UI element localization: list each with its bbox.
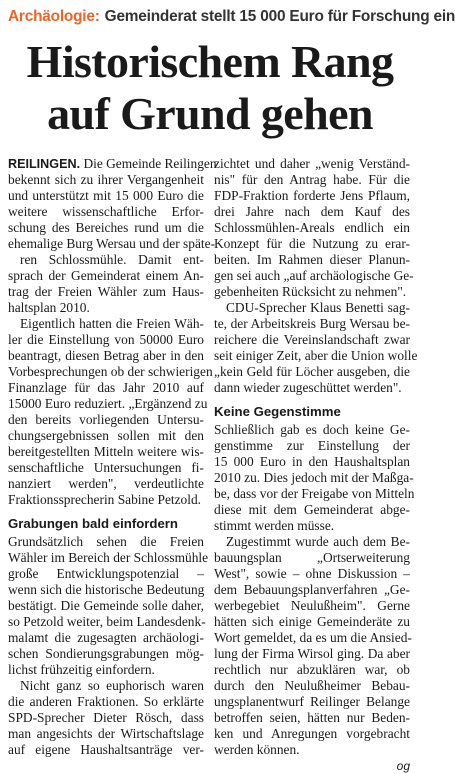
article-column-left (8, 156, 217, 758)
article-line: be, dass vor der Freigabe von Mitteln (214, 486, 415, 501)
article-line: dann wieder zugeschüttet werden". (214, 380, 402, 395)
article-line: West", sowie – ohne Diskussion – (214, 566, 410, 581)
article-line: auf eigene Haushaltsanträge ver- (8, 742, 204, 757)
article-line: chungsergebnissen sollen mit den (8, 428, 204, 443)
article-line: 15 000 Euro in den Haushaltsplan (214, 454, 410, 469)
article-line: ren Schlossmühle. Damit ent- (20, 252, 204, 267)
article-line: lung der Firma Wirsol ging. Da aber (214, 646, 410, 661)
article-line: Konzept für die Nutzung zu erar- (214, 236, 410, 251)
article-line: Schlossmühlen-Areals endlich ein (214, 220, 410, 235)
article-line: nis" für den Antrag habe. Für die (214, 172, 410, 187)
article-line: weitere wissenschaftliche Erfor- (8, 204, 204, 219)
article-line: werden können. (214, 742, 300, 757)
article-line: sprach der Gemeinderat einem An- (8, 268, 204, 283)
article-line: bekennt sich zu ihrer Vergangenheit (8, 172, 204, 187)
article-line: stimmt werden müsse. (214, 518, 335, 533)
article-line: FDP-Fraktion forderte Jens Pflaum, (214, 188, 410, 203)
author-initials: og (396, 759, 410, 773)
article-line: Finanzlage für das Jahr 2010 auf (8, 380, 204, 395)
article-line: lichst frühzeitig einfordern. (8, 662, 155, 677)
article-line: schen Sondierungsgrabungen mög- (8, 646, 204, 661)
article-line: betroffen seien, hätten nur Beden- (214, 710, 410, 725)
headline-line-1: Historischem Rang (26, 36, 394, 87)
article-line: so Petzold weiter, beim Landesdenk- (8, 614, 206, 629)
article-line: bauungsplan „Ortserweiterung (214, 550, 410, 565)
headline (8, 36, 412, 140)
article-line: 15000 Euro reduziert. „Ergänzend zu (8, 396, 208, 411)
article-column-right (214, 156, 418, 774)
article-line: Grundsätzlich sehen die Freien (8, 534, 204, 549)
dateline-place: REILINGEN. (8, 157, 81, 171)
article-line: te, der Arbeitskreis Burg Wersau be- (214, 316, 410, 331)
article-line: Fraktionssprecherin Sabine Petzold. (8, 492, 202, 507)
article-line: Wort gemeldet, da es um die Ansied- (214, 630, 412, 645)
article-line: Wähler im Bereich der Schlossmühle (8, 550, 209, 565)
article-line: dem Bebauungsplanverfahren „Ge- (214, 582, 410, 597)
article-line: „kein Geld für Löcher ausgeben, die (214, 364, 410, 379)
article-line: SPD-Sprecher Dieter Rösch, dass (8, 710, 204, 725)
article-line: zichtet und daher „wenig Verständ- (214, 156, 410, 171)
article-line: ler die Einstellung von 50000 Euro (8, 332, 204, 347)
article-line: Nicht ganz so euphorisch waren (20, 678, 204, 693)
article-line: diese mit dem Gemeinderat abge- (214, 502, 410, 517)
article-line: rechtlich nur abzuklären war, ob (214, 662, 410, 677)
article-line: den bereits vorliegenden Untersu- (8, 412, 204, 427)
article-line: bereitgestellten Mitteln weitere wis- (8, 444, 204, 459)
article-line: reichere die Vereinslandschaft zwar (214, 332, 410, 347)
article-line: man angesichts der Wirtschaftslage (8, 726, 204, 741)
kicker-subtitle: Gemeinderat stellt 15 000 Euro für Forschung ein (104, 8, 455, 25)
article-line: wenn sich die historische Bedeutung (8, 582, 205, 597)
article-line: drei Jahre nach dem Kauf des (214, 204, 410, 219)
article-line: durch den Neulußheimer Bebau- (214, 678, 410, 693)
article-line: haltsplan 2010. (8, 300, 90, 315)
subheading-grabungen: Grabungen bald einfordern (8, 516, 178, 531)
article-line: Zugestimmt wurde auch dem Be- (226, 534, 410, 549)
article-line: werbegebiet Neulußheim". Gerne (214, 598, 410, 613)
article-line: senschaftliche Untersuchungen fi- (8, 460, 204, 475)
article-line: trag der Freien Wähler zum Haus- (8, 284, 204, 299)
article-line: die anderen Fraktionen. So erklärte (8, 694, 204, 709)
subheading-keine-gegenstimme: Keine Gegenstimme (214, 404, 341, 419)
article-line: gen sei auch „auf archäologische Ge- (214, 268, 414, 283)
article-line: gebenheiten Rücksicht zu nehmen". (214, 284, 407, 299)
kicker-topic: Archäologie: (8, 8, 100, 25)
article-line: und unterstützt mit 15 000 Euro die (8, 188, 204, 203)
article-line: beantragt, diesen Betrag aber in den (8, 348, 204, 363)
article-line: Schließlich gab es doch keine Ge- (214, 422, 410, 437)
article-line: schung des Bereiches rund um die (8, 220, 204, 235)
article-line: genstimme zur Einstellung der (214, 438, 410, 453)
article-line: hätten sich einige Gemeinderäte zu (214, 614, 410, 629)
article-line: nanziert werden", verdeutlichte (8, 476, 204, 491)
article-line: CDU-Sprecher Klaus Benetti sag- (226, 300, 410, 315)
article-line: 2010 zu. Dies jedoch mit der Maßga- (214, 470, 414, 485)
article-line: Vorbesprechungen ob der schwierigen (8, 364, 213, 379)
article-line: bestätigt. Die Gemeinde solle daher, (8, 598, 204, 613)
article-line: Eigentlich hatten die Freien Wäh- (20, 316, 204, 331)
article-line: seit einiger Zeit, aber die Union wolle (214, 348, 418, 363)
kicker (8, 2, 455, 32)
article-line: malamt die zugesagten archäologi- (8, 630, 204, 645)
article-line: ungsplanentwurf Reilinger Belange (214, 694, 410, 709)
article-line: ehemalige Burg Wersau und der späte- (8, 236, 216, 251)
article-line: REILINGEN. Die Gemeinde Reilingen (8, 156, 217, 171)
article-line: ken und Anregungen vorgebracht (214, 726, 410, 741)
article-line: große Entwicklungspotenzial – (8, 566, 204, 581)
headline-line-2: auf Grund gehen (47, 88, 373, 139)
article-line: beiten. Im Rahmen dieser Planun- (214, 252, 410, 267)
